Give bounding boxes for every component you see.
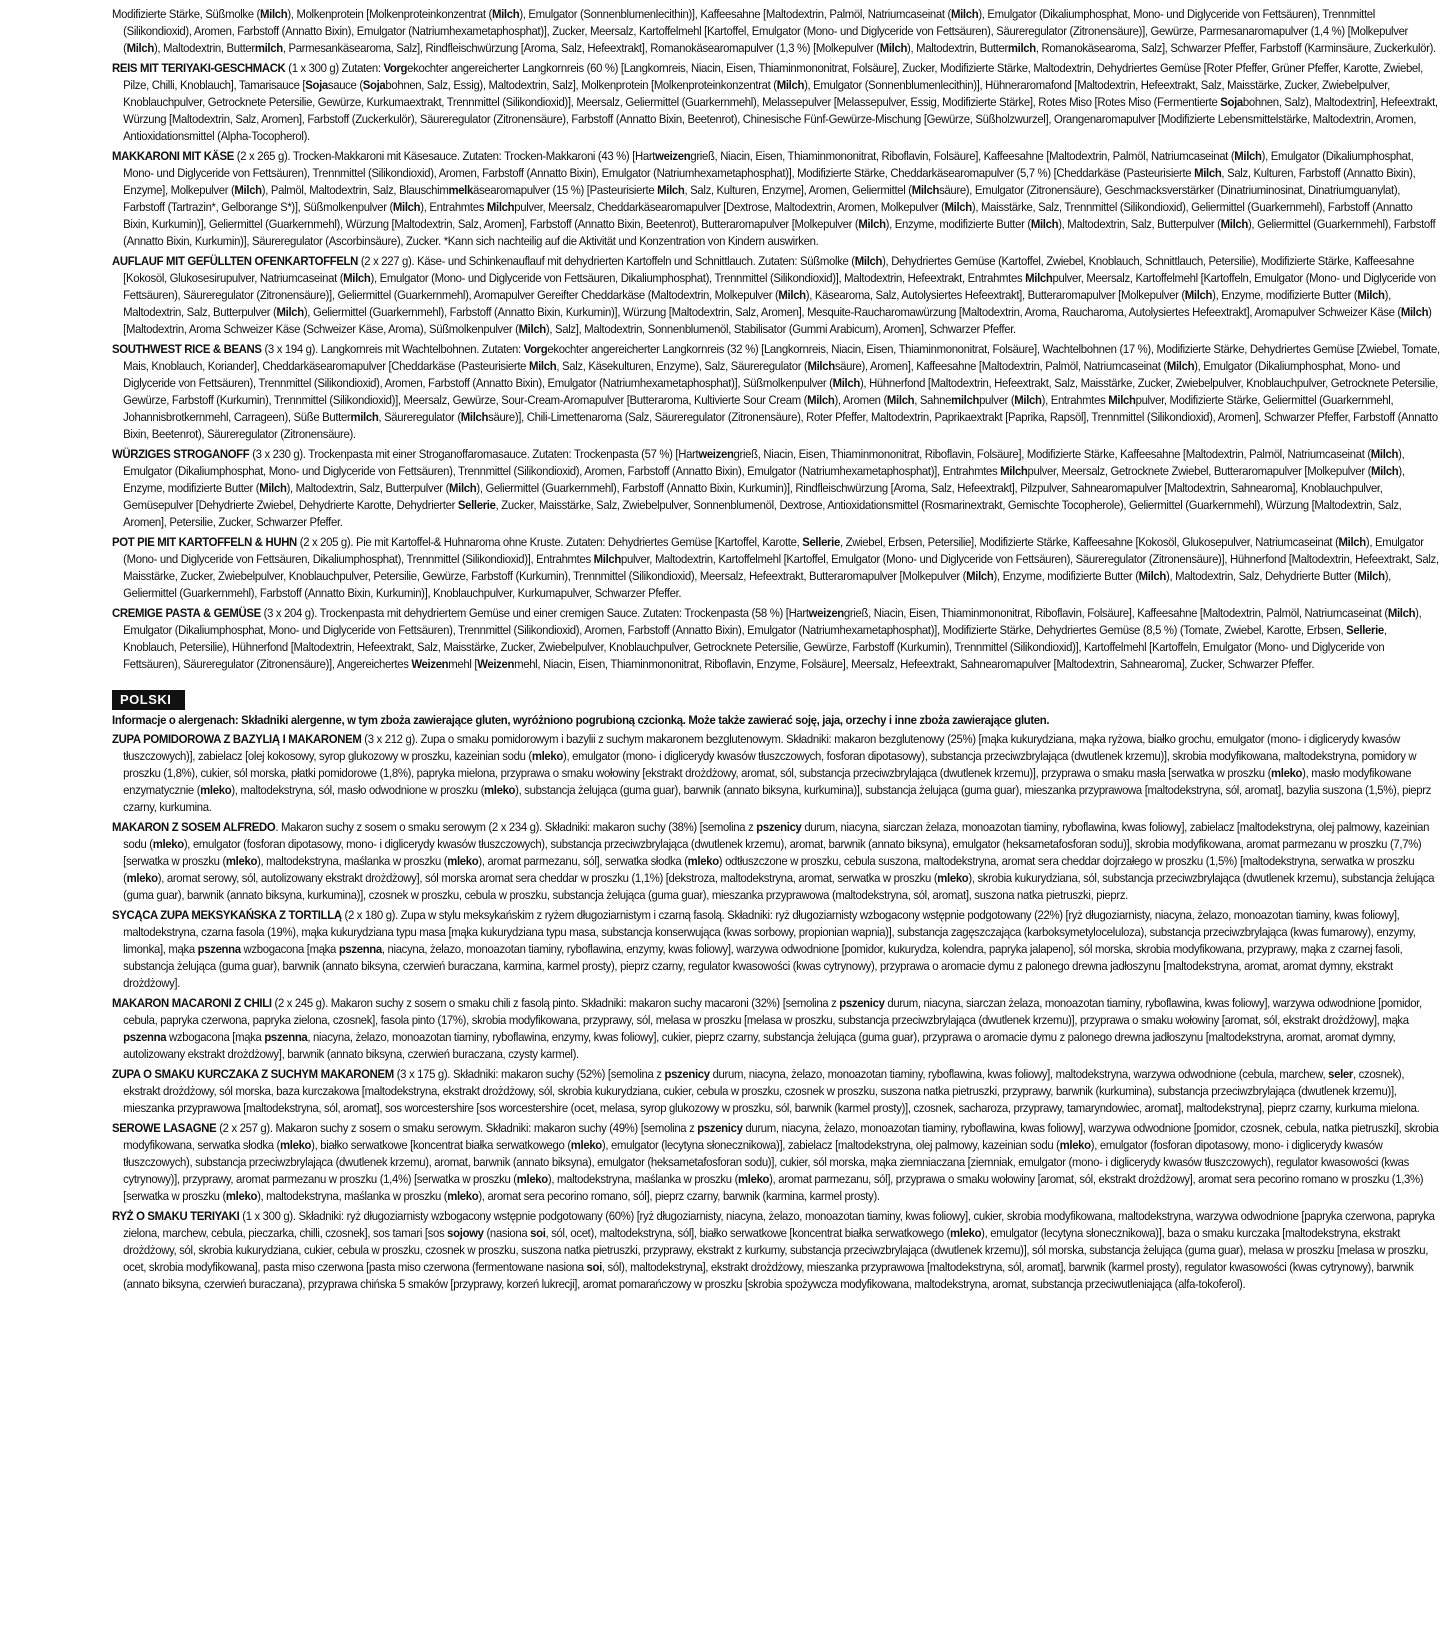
allergen-highlight: pszenna (338, 942, 382, 956)
product-name: POT PIE MIT KARTOFFELN & HUHN (112, 535, 297, 549)
ingredient-text: ), Dehydriertes Gemüse (Kartoffel, Zwiebel, Knoblauch, Schnittlauch, Petersilie), Modifizierte Stärke, Kaffeesahne [Kokosöl, Glukosesirupulver, Natriumcaseinat ( (123, 254, 1415, 285)
ingredient-text: ), Maltodextrin, Salz, Butterpulver ( (123, 288, 1391, 319)
allergen-highlight: mleko (225, 1189, 258, 1203)
allergen-highlight: milch (254, 41, 283, 55)
ingredient-text: , Zwiebel, Erbsen, Petersilie], Modifizierte Stärke, Kaffeesahne [Kokosöl, Glukosepulver, Natriumcaseinat ( (839, 535, 1339, 549)
product-name: RYŻ O SMAKU TERIYAKI (112, 1209, 240, 1223)
ingredient-text: mehl, Niacin, Eisen, Thiaminmononitrat, Riboflavin, Enzyme, Folsäure], Meersalz, Hefeextrakt, Sahnearomapulver [Maltodextrin, Sahnearoma], Zucker, Schwarzer Pfeffer. (514, 657, 1315, 671)
allergen-highlight: Milch (1030, 217, 1059, 231)
ingredient-text: , sól), maltodekstryna], ekstrakt drożdżowy, mieszanka przyprawowa [maltodekstryna, sól, aromat], barwnik (karmel prosty), regulator kwasowości (kwas cytrynowy), barwnik (annato biksyna, czerwień buraczana), przyprawa chińska 5 smaków [przyprawy, korzeń lukrecji], aromat pomarańczowy w proszku [skrobia spożywcza modyfikowana, maltodekstryna, aromat, substancja przeciwutleniająca (alfa-tokoferol). (123, 1260, 1414, 1291)
ingredient-text: ), emulgator (lecytyna słonecznikowa)], zabielacz [maltodekstryna, olej palmowy, kazeinian sodu ( (601, 1138, 1060, 1152)
allergen-highlight: Milch (657, 183, 685, 197)
polish-ingredients-list (112, 731, 1439, 1293)
allergen-highlight: Milch (776, 78, 805, 92)
ingredient-text: , Salz, Käsekulturen, Enzyme), Salz, Säureregulator ( (556, 359, 808, 373)
product-entry (112, 907, 1440, 992)
allergen-highlight: Milch (392, 200, 421, 214)
product-name: SEROWE LASAGNE (112, 1121, 217, 1135)
ingredient-text: äsearomapulver (15 %) [Pasteurisierte (472, 183, 658, 197)
ingredient-text: pulver ( (979, 393, 1015, 407)
ingredient-text: wzbogacona [mąka (166, 1030, 265, 1044)
ingredient-text: ), Palmöl, Maltodextrin, Salz, Blauschim (261, 183, 449, 197)
ingredient-text: ), Entrahmtes (420, 200, 487, 214)
product-entry (112, 446, 1440, 531)
ingredient-text: durum, niacyna, żelazo, monoazotan tiaminy, ryboflawina, kwas foliowy], warzywa odwodnione [pomidor, czosnek, cebula, natka pietruszki], skrobia modyfikowana, serwatka słodka ( (123, 1121, 1439, 1152)
ingredient-text: ), emulgator (lecytyna słonecznikowa)], baza o smaku kurczaka [maltodekstryna, ekstrakt drożdżowy, sól, skrobia kukurydziana, cukier, cebula w proszku, czosnek w proszku, suszona natka pietruszki, przyprawy, ekstrakt z kurkumy, substancja przeciwzbrylająca (dwutlenek krzemu)], sól morska, substancja żelująca (guma guar), melasa w proszku [melasa w proszku, ocet, skrobia modyfikowana], pasta miso czerwona [pasta miso czerwona (fermentowane nasiona (123, 1226, 1429, 1274)
allergen-highlight: Milch (1220, 217, 1248, 231)
ingredient-text: pulver, Modifizierte Stärke, Geliermittel (Guarkernmehl, Johannisbrotkernmehl, Carrageen), Süße Butter (123, 393, 1394, 424)
ingredient-text: ), Emulgator (Mono- und Diglyceride von Fettsäuren, Dikaliumphosphat), Trennmittel (Silikondioxid)], Maltodextrin, Hefeextrakt, Entrahmtes (370, 271, 1026, 285)
allergen-highlight: Milch (879, 41, 908, 55)
ingredient-text: ), Entrahmtes (1041, 393, 1109, 407)
ingredient-text: pulver, Meersalz, Cheddarkäsearomapulver [Dextrose, Maltodextrin, Aromen, Molkepulver ( (514, 200, 945, 214)
ingredient-text: ), Käsearoma, Salz, Autolysiertes Hefeextrakt], Butteraromapulver [Molkepulver ( (805, 288, 1185, 302)
ingredient-text: (3 x 175 g). Składniki: makaron suchy (52%) [semolina z (393, 1067, 665, 1081)
ingredient-text: (2 x 245 g). Makaron suchy z sosem o smaku chili z fasolą pinto. Składniki: makaron suchy macaroni (32%) [semolina z (271, 996, 840, 1010)
product-entry (112, 534, 1440, 602)
ingredient-text: ), emulgator (fosforan dipotasowy, mono- i diglicerydy kwasów tłuszczowych), substancja przeciwzbrylająca (dwutlenek krzemu), aromat, barwnik (annato biksyna), emulgator (heksametafosforan sodu)], skrobia modyfikowana, aromat parmezanu w proszku (7,7%) [serwatka w proszku ( (123, 837, 1422, 868)
ingredient-text: bohnen, Salz, Essig), Maltodextrin, Salz], Molkenprotein [Molkenproteinkonzentrat ( (385, 78, 777, 92)
allergen-highlight: soi (530, 1226, 546, 1240)
allergen-highlight: Sellerie (457, 498, 496, 512)
ingredient-text: ) odtłuszczone w proszku, cebula suszona, maltodekstryna, aromat sera cheddar dojrzałego w proszku (1,5%) [maltodekstryna, serwatka w proszku ( (123, 854, 1415, 885)
product-entry (112, 60, 1440, 145)
ingredient-text: grieß, Niacin, Eisen, Thiaminmononitrat, Riboflavin, Folsäure], Kaffeesahne [Maltodextrin, Palmöl, Natriumcaseinat ( (843, 606, 1388, 620)
ingredient-text: ), Emulgator (Dikaliumphosphat, Mono- und Diglyceride von Fettsäuren), Trennmittel (Silikondioxid), Aromen, Farbstoff (Annatto Bixin), Emulgator (Natriumhexametaphosphat)], Entrahmtes (123, 447, 1405, 478)
ingredient-text: ), Enzyme, modifizierte Butter ( (1212, 288, 1358, 302)
ingredient-text: ), Emulgator (Dikaliumphosphat, Mono- und Diglyceride von Fettsäuren), Trennmittel (Silikondioxid), Aromen, Farbstoff (Annatto Bixin), Emulgator (Natriumhexametaphosphat)], Modifizierte Stärke, Dehydriertes Gemüse (8,5 %) (Tomate, Zwiebel, Karotte, Erbsen, (123, 606, 1422, 637)
ingredient-text: ), maltodekstryna, sól, masło odwodnione w proszku ( (231, 783, 485, 797)
ingredient-text: pulver, Maltodextrin, Kartoffelmehl [Kartoffel, Emulgator (Mono- und Diglyceride von Fettsäuren), Säureregulator (Zitronensäure)], Hühnerfond [Maltodextrin, Hefeextrakt, Salz, Maisstärke, Zucker, Zwiebelpulver, Knoblauchpulver, Petersilie, Gewürze, Farbstoff (Kurkumin), Trennmittel (Silikondioxid), Meersalz, Hefeextrakt, Butteraromapulver [Molkepulver ( (123, 552, 1439, 583)
ingredient-text: ), maltodekstryna, maślanka w proszku ( (257, 854, 448, 868)
allergen-highlight: pszenna (123, 1030, 167, 1044)
allergen-highlight: milch (1007, 41, 1036, 55)
allergen-highlight: Milch (886, 393, 915, 407)
product-entry (112, 253, 1440, 338)
allergen-highlight: Milch (343, 271, 371, 285)
allergen-highlight: Milch (944, 200, 972, 214)
ingredient-text: ), Emulgator (Mono- und Diglyceride von Fettsäuren, Dikaliumphosphat), Trennmittel (Silikondioxid)], Entrahmtes (123, 535, 1424, 566)
ingredient-text: ekochter angereicherter Langkornreis (60 %) [Langkornreis, Niacin, Eisen, Thiaminmononitrat, Folsäure], Zucker, Modifizierte Stärke, Maltodextrin, Dehydriertes Gemüse [Roter Pfeffer, Grüner Pfeffer, Karotte, Zwiebel, Pilze, Chilli, Knoblauch], Tamarisauce [ (123, 61, 1423, 92)
allergen-highlight: Soja (1220, 95, 1243, 109)
product-name: AUFLAUF MIT GEFÜLLTEN OFENKARTOFFELN (112, 254, 359, 268)
ingredient-text: ), skrobia kukurydziana, sól, substancja przeciwzbrylająca (dwutlenek krzemu), substancja żelująca (guma guar), barwnik (annato biksyna, kurkumina)], czosnek w proszku, cebula w proszku, substancja żelująca (guma guar), mieszanka przyprawowa (maltodekstryna, sól, aromat], suszona natka pietruszki, pieprz. (123, 871, 1435, 902)
ingredient-text: , Romanokäsearoma, Salz], Schwarzer Pfeffer, Farbstoff (Karminsäure, Zuckerkulör). (1035, 41, 1436, 55)
allergen-highlight: Milch (1138, 569, 1166, 583)
allergen-highlight: Weizen (411, 657, 449, 671)
allergen-highlight: Vorg (383, 61, 408, 75)
allergen-highlight: mleko (531, 749, 563, 763)
ingredient-text: , niacyna, żelazo, monoazotan tiaminy, ryboflawina, enzymy, kwas foliowy], cukier, pieprz czarny, substancja żelująca (guma guar), przyprawa o aromacie dymu z palonego drewna jadłoszynu [maltodekstryna, aromat, aromat dymny, autolizowany ekstrakt drożdżowy], barwnik (annato biksyna, czerwień buraczana, czysty karmel). (123, 1030, 1396, 1061)
ingredient-text: , Salz, Kulturen, Enzyme], Aromen, Geliermittel ( (684, 183, 912, 197)
allergen-highlight: Milch (807, 393, 835, 407)
ingredient-text: ), Enzyme, modifizierte Butter ( (993, 569, 1139, 583)
ingredient-text: wzbogacona [mąka (240, 942, 339, 956)
language-badge-polski: POLSKI (112, 690, 185, 710)
ingredient-text: , Parmesankäsearoma, Salz], Rindfleischwürzung [Aroma, Salz, Hefeextrakt], Romanokäsearomapulver (1,3 %) [Molkepulver ( (282, 41, 880, 55)
ingredient-text: , sól, ocet), maltodekstryna, sól], białko serwatkowe [koncentrat białka serwatkowego ( (545, 1226, 951, 1240)
ingredient-text: ), Geliermittel (Guarkernmehl), Farbstoff (Annatto Bixin, Kurkumin)], Rindfleischwürzung [Aroma, Salz, Hefeextrakt], Pilzpulver, Sahnearomapulver [Maltodextrin, Sahnearoma], Knoblauchpulver, Gemüsepulver [Dehydrierte Zwiebel, Dehydrierte Karotte, Dehydrierter (123, 481, 1383, 512)
ingredient-text: (3 x 212 g). Zupa o smaku pomidorowym i bazylii z suchym makaronem bezglutenowym. Składniki: makaron bezglutenowy (25%) [mąka kukurydziana, mąka ryżowa, białko grochu, emulgator (mono- i diglicerydy kwasów tłuszczowych)], zabielacz [olej kokosowy, syrop glukozowy w proszku, kazeinian sodu ( (123, 732, 1400, 763)
allergen-highlight: mleko (225, 854, 258, 868)
allergen-highlight: Milch (528, 359, 557, 373)
allergen-highlight: Milch (1184, 288, 1213, 302)
ingredient-text: ), Emulgator (Dikaliumphosphat, Mono- und Diglyceride von Fettsäuren), Trennmittel (Silikondioxid), Aromen, Farbstoff (Annatto Bixin), Emulgator (Natriumhexametaphosphat)], Süßmolkenpulver ( (123, 359, 1401, 390)
allergen-highlight: soi (586, 1260, 602, 1274)
allergen-highlight: mleko (570, 1138, 602, 1152)
ingredient-text: ), Geliermittel (Guarkernmehl), Farbstoff (Annatto Bixin, Kurkumin)], Säureregulator (Ascorbinsäure), Zucker. *Kann sich nachteilig auf die Aktivität und Konzentration von Kindern auswirken. (123, 217, 1436, 248)
allergen-highlight: Weizen (477, 657, 515, 671)
allergen-highlight: mleko (516, 1172, 548, 1186)
allergen-highlight: Milch (911, 183, 940, 197)
allergen-highlight: weizen (698, 447, 734, 461)
ingredient-text: , Salz, Kulturen, Farbstoff (Annatto Bixin), Enzyme], Molkepulver ( (123, 166, 1416, 197)
section-spacer (112, 676, 1429, 690)
allergen-highlight: Milch (1166, 359, 1195, 373)
ingredient-text: säure), Aromen], Kaffeesahne [Maltodextrin, Palmöl, Natriumcaseinat ( (834, 359, 1167, 373)
allergen-highlight: pszenicy (839, 996, 885, 1010)
allergen-highlight: Vorg (523, 342, 548, 356)
ingredient-text: ), Maltodextrin, Butter (907, 41, 1008, 55)
allergen-highlight: melk (448, 183, 473, 197)
ingredient-text: ), aromat serowy, sól, autolizowany ekstrakt drożdżowy], sól morska aromat sera cheddar w proszku (1,1%) [dekstroza, maltodekstryna, aromat, serwatka w proszku ( (157, 871, 938, 885)
ingredient-text: Modifizierte Stärke, Süßmolke ( (112, 7, 261, 21)
allergen-highlight: Milch (491, 7, 520, 21)
ingredient-text: pulver, Meersalz, Kartoffelmehl [Kartoffeln, Emulgator (Mono- und Diglyceride von Fettsäuren), Säureregulator (Zitronensäure)], Geliermittel (Guarkernmehl), Aromapulver Gereifter Cheddarkäse (Maltodextrin, Molkepulver ( (123, 271, 1436, 302)
ingredient-text: durum, niacyna, siarczan żelaza, monoazotan tiaminy, ryboflawina, kwas foliowy], zabielacz [maltodekstryna, olej palmowy, kazeinian sodu ( (123, 820, 1430, 851)
ingredient-text: ), Geliermittel (Guarkernmehl), Farbstoff (Annatto Bixin, Kurkumin)], Knoblauchpulver, Kurkumapulver, Schwarzer Pfeffer. (123, 569, 1391, 600)
polish-section-header (112, 690, 1429, 712)
product-entry (112, 341, 1440, 443)
allergen-highlight: mleko (687, 854, 719, 868)
ingredient-text: (nasiona (483, 1226, 531, 1240)
allergen-highlight: Milch (1014, 393, 1042, 407)
allergen-highlight: mleko (126, 871, 158, 885)
ingredient-text: ), substancja żelująca (guma guar), barwnik (annato biksyna, kurkumina)], substancja żelująca (guma guar), mieszanka przyprawowa [maltodekstryna, sól, aromat], bazylia suszona (1,5%), pieprz czarny, kurkumina. (123, 783, 1432, 814)
product-name: ZUPA O SMAKU KURCZAKA Z SUCHYM MAKARONEM (112, 1067, 394, 1081)
ingredient-text: ), maltodekstryna, maślanka w proszku ( (257, 1189, 448, 1203)
ingredient-text: (1 x 300 g) Zutaten: (285, 61, 384, 75)
ingredient-text: ), aromat parmezanu, sól], przyprawa o smaku wołowiny [aromat, sól, ekstrakt drożdżowy], aromat sera pecorino romano w proszku (1,3%) [serwatka w proszku ( (123, 1172, 1424, 1203)
product-entry (112, 6, 1440, 57)
allergen-highlight: Milch (1194, 166, 1222, 180)
ingredient-text: ), Hühnerfond [Maltodextrin, Hefeextrakt, Salz, Maisstärke, Zucker, Zwiebelpulver, Knoblauchpulver, Getrocknete Petersilie, Gewürze, Farbstoff (Kurkumin), Trennmittel (Silikondioxid)], Meersalz, Gewürze, Sour-Cream-Aromapulver [Butteraroma, Kultivierte Sour Cream ( (123, 376, 1438, 407)
product-name: WÜRZIGES STROGANOFF (112, 447, 250, 461)
ingredient-text: pulver, Meersalz, Getrocknete Zwiebel, Butteraromapulver [Molkepulver ( (1027, 464, 1372, 478)
allergen-highlight: seler (1328, 1067, 1353, 1081)
product-entry (112, 1120, 1440, 1205)
ingredient-text: ), białko serwatkowe [koncentrat białka serwatkowego ( (311, 1138, 571, 1152)
allergen-highlight: Milch (1234, 149, 1262, 163)
product-entry (112, 995, 1440, 1063)
allergen-highlight: Milch (259, 481, 287, 495)
ingredient-text: ), emulgator (mono- i diglicerydy kwasów tłuszczowych, fosforan dipotasowy), substancja przeciwzbrylająca (dwutlenek krzemu)], skrobia modyfikowana, maltodekstryna, pomidory w proszku (1,8%), cukier, sól morska, płatki pomidorowe (1,8%), papryka mielona, przyprawa o smaku wołowiny [ekstrakt drożdżowy, aromat, sól, substancja przeciwzbrylająca (dwutlenek krzemu)], przyprawa o smaku masła [serwatka w proszku ( (123, 749, 1417, 780)
allergen-highlight: Milch (1108, 393, 1136, 407)
ingredient-text: , niacyna, żelazo, monoazotan tiaminy, ryboflawina, enzymy, kwas foliowy], warzywa odwodnione [pomidor, kukurydza, kolendra, papryka jalapeno], sól morska, skrobia modyfikowana, przyprawy, mąka z czarnej fasoli, substancja żelująca (guma guar), barwnik (annato biksyna, czerwień buraczana, karmina, karmel prosty), pieprz czarny, regulator kwasowości (kwas cytrynowy), przyprawa o aromacie dymu z palonego drewna jadłoszynu [maltodekstryna, aromat, aromat dymny, ekstrakt drożdżowy]. (123, 942, 1403, 990)
ingredient-text: (3 x 230 g). Trockenpasta mit einer Stroganoffaromasauce. Zutaten: Trockenpasta (57 %) [Hart (249, 447, 699, 461)
ingredient-text: ), Emulgator (Dikaliumphosphat, Mono- und Diglyceride von Fettsäuren), Trennmittel (Silikondioxid), Aromen, Farbstoff (Annatto Bixin), Emulgator (Natriumhexametaphosphat)], Zucker, Meersalz, Kartoffelmehl [Kartoffel, Emulgator (Mono- und Diglyceride von Fettsäuren), Säureregulator (Zitronensäure)], Gewürze, Parmesanaromapulver (1,4 %) [Molkepulver ( (123, 7, 1409, 55)
ingredient-text: grieß, Niacin, Eisen, Thiaminmononitrat, Riboflavin, Folsäure], Kaffeesahne [Maltodextrin, Palmöl, Natriumcaseinat ( (690, 149, 1235, 163)
ingredient-text: , Säureregulator ( (378, 410, 461, 424)
ingredient-text: (2 x 265 g). Trocken-Makkaroni mit Käsesauce. Zutaten: Trocken-Makkaroni (43 %) [Hart (233, 149, 656, 163)
allergen-highlight: Milch (832, 376, 860, 390)
product-name: MAKARON MACARONI Z CHILI (112, 996, 272, 1010)
allergen-highlight: mleko (937, 871, 969, 885)
allergen-highlight: Milch (1338, 535, 1366, 549)
allergen-highlight: pszenicy (664, 1067, 710, 1081)
ingredient-text: durum, niacyna, żelazo, monoazotan tiaminy, ryboflawina, kwas foliowy], maltodekstryna, warzywa odwodnione (cebula, marchew, (709, 1067, 1329, 1081)
ingredient-text: durum, niacyna, siarczan żelaza, monoazotan tiaminy, ryboflawina, kwas foliowy], warzywa odwodnione [pomidor, cebula, papryka czerwona, papryka zielona, czosnek], fasola pinto (17%), skrobia modyfikowana, przyprawy, sól, melasa w proszku [melasa w proszku, substancja przeciwzbrylająca (dwutlenek krzemu)], przyprawa o smaku wołowiny [aromat, sól, ekstrakt drożdżowy], mąka (123, 996, 1422, 1027)
ingredient-text: ), emulgator (fosforan dipotasowy, mono- i diglicerydy kwasów tłuszczowych), substancja przeciwzbrylająca (dwutlenek krzemu), aromat, barwnik (annato biksyna), emulgator (heksametafosforan sodu)], cukier, sól morska, mąka ziemniaczana [ziemniak, emulgator (mono- i diglicerydy kwasów tłuszczowych), regulator kwasowości (kwas cytrynowy)], przyprawy, aromat parmezanu w proszku (1,4%) [serwatka w proszku ( (123, 1138, 1409, 1186)
product-name: REIS MIT TERIYAKI-GESCHMACK (112, 61, 286, 75)
allergen-highlight: Milch (260, 7, 288, 21)
product-name: ZUPA POMIDOROWA Z BAZYLIĄ I MAKARONEM (112, 732, 362, 746)
allergen-highlight: mleko (152, 837, 184, 851)
ingredient-text: ), Maisstärke, Salz, Trennmittel (Silikondioxid), Geliermittel (Guarkernmehl), Farbstoff (Annatto Bixin, Kurkumin)], Geliermittel (Guarkernmehl), Würzung [Maltodextrin, Salz, Aromen], Farbstoff (Annatto Bixin, Beetenrot), Butteraromapulver [Molkepulver ( (123, 200, 1413, 231)
ingredient-text: mehl [ (448, 657, 478, 671)
allergen-highlight: mleko (1271, 766, 1303, 780)
ingredient-text: ), aromat sera pecorino romano, sól], pieprz czarny, barwnik (karmina, karmel prosty). (478, 1189, 880, 1203)
allergen-highlight: Milch (858, 217, 886, 231)
ingredient-text: ), Salz], Maltodextrin, Sonnenblumenöl, Stabilisator (Gummi Arabicum), Aromen], Schwarzer Pfeffer. (545, 322, 1016, 336)
ingredient-text: (2 x 227 g). Käse- und Schinkenauflauf mit dehydrierten Kartoffeln und Schnittlauch. Zutaten: Süßmolke ( (358, 254, 855, 268)
ingredient-text: grieß, Niacin, Eisen, Thiaminmononitrat, Riboflavin, Folsäure], Modifizierte Stärke, Kaffeesahne [Maltodextrin, Palmöl, Natriumcaseinat ( (733, 447, 1371, 461)
allergen-highlight: Milch (460, 410, 489, 424)
ingredient-text: ), masło modyfikowane enzymatycznie ( (123, 766, 1412, 797)
allergen-highlight: mleko (280, 1138, 312, 1152)
allergen-highlight: mleko (447, 854, 479, 868)
ingredient-text: ), Maltodextrin, Salz, Dehydrierte Butter ( (1165, 569, 1358, 583)
ingredient-text: sauce ( (327, 78, 363, 92)
allergen-highlight: pszenicy (756, 820, 802, 834)
ingredient-text: ), Maltodextrin, Salz, Butterpulver ( (286, 481, 450, 495)
allergen-highlight: Milch (778, 288, 806, 302)
allergen-highlight: Milch (1387, 606, 1416, 620)
ingredient-text: ), Emulgator (Sonnenblumenlecithin)], Hühneraromafond [Maltodextrin, Hefeextrakt, Salz, Maisstärke, Zucker, Zwiebelpulver, Knoblauchpulver, Getrocknete Petersilie, Gewürze, Kurkumaextrakt, Trennmittel (Silikondioxid)], Meersalz, Geliermittel (Guarkernmehl), Melassepulver [Melassepulver, Essig, Modifizierte Stärke], Rotes Miso [Rotes Miso (Fermentierte (123, 78, 1390, 109)
allergen-highlight: weizen (655, 149, 691, 163)
allergen-highlight: Milch (276, 305, 304, 319)
allergen-highlight: Milch (593, 552, 622, 566)
allergen-highlight: Sellerie (802, 535, 840, 549)
allergen-highlight: Milch (486, 200, 515, 214)
allergen-highlight: Soja (305, 78, 328, 92)
allergen-highlight: milch (350, 410, 379, 424)
allergen-highlight: mleko (484, 783, 516, 797)
allergen-highlight: Milch (1400, 305, 1429, 319)
ingredient-text: ), Geliermittel (Guarkernmehl), Farbstoff (Annatto Bixin, Kurkumin)], Würzung [Maltodextrin, Salz, Aromen], Mesquite-Raucharomawürzung [Maltodextrin, Aroma, Raucharoma, Autolysiertes Hefeextrakt], Aromapulver Schweizer Käse ( (303, 305, 1401, 319)
ingredient-text: , czosnek), ekstrakt drożdżowy, sól morska, baza kurczakowa [maltodekstryna, ekstrakt drożdżowy, sól, skrobia kukurydziana, cukier, cebula w proszku, czosnek w proszku, suszona natka pietruszki, przyprawy, barwnik (kurkumina), substancja przeciwzbrylająca (dwutlenek krzemu)], mieszanka przyprawowa [maltodekstryna, sól, aromat], sos worcestershire [sos worcestershire (ocet, melasa, syrop glukozowy w proszku, sól, barwnik (karmel prosty)], czosnek, sacharoza, przyprawy, tamaryndowiec, aromat], maltodekstryna], pieprz czarny, kurkuma mielona. (123, 1067, 1420, 1115)
allergen-highlight: milch (951, 393, 980, 407)
allergen-highlight: Milch (1000, 464, 1028, 478)
allergen-highlight: Milch (854, 254, 883, 268)
product-entry (112, 148, 1440, 250)
allergen-highlight: sojowy (447, 1226, 484, 1240)
ingredient-text: , Sahne (914, 393, 952, 407)
ingredient-text: (3 x 204 g). Trockenpasta mit dehydriertem Gemüse und einer cremigen Sauce. Zutaten: Trockenpasta (58 %) [Hart (260, 606, 809, 620)
allergen-highlight: Milch (1357, 569, 1385, 583)
allergen-highlight: mleko (200, 783, 232, 797)
allergen-highlight: pszenicy (697, 1121, 743, 1135)
ingredient-text: säure), Emulgator (Zitronensäure), Geschmacksverstärker (Dinatriuminosinat, Dinatriumguanylat), Farbstoff (Tartrazin*, Gelborange S*)], Süßmolkenpulver ( (123, 183, 1401, 214)
ingredient-text: ), Maltodextrin, Salz, Butterpulver ( (1058, 217, 1221, 231)
allergen-highlight: pszenna (197, 942, 241, 956)
ingredient-text: (2 x 205 g). Pie mit Kartoffel-& Huhnaroma ohne Kruste. Zutaten: Dehydriertes Gemüse [Kartoffel, Karotte, (296, 535, 803, 549)
ingredient-text: ), aromat parmezanu, sól], serwatka słodka ( (478, 854, 688, 868)
ingredient-text: ), Molkenprotein [Molkenproteinkonzentrat ( (287, 7, 492, 21)
allergen-highlight: Milch (518, 322, 546, 336)
ingredient-text: , Knoblauch, Petersilie), Hühnerfond [Maltodextrin, Hefeextrakt, Salz, Maisstärke, Zucker, Zwiebelpulver, Knoblauchpulver, Getrocknete Petersilie, Gewürze, Farbstoff (Kurkumin), Trennmittel (Silikondioxid)], Kartoffelmehl [Kartoffeln, Emulgator (Mono- und Diglyceride von Fettsäuren), Säureregulator (Zitronensäure)], Angereichertes (123, 623, 1387, 671)
ingredient-text: bohnen, Salz), Maltodextrin], Hefeextrakt, Würzung [Maltodextrin, Salz, Aromen], Farbstoff (Zuckerkulör), Säureregulator (Zitronensäure), Farbstoff (Annatto Bixin, Beetenrot), Chinesische Fünf-Gewürze-Mischung [Gewürze, Süßholzwurzel], Orangenaromapulver [Modifizierte Lebensmittelstärke, Maltodextrin, Aromen, Antioxidationsmittel (Alpha-Tocopherol). (123, 95, 1438, 143)
product-entry (112, 819, 1440, 904)
ingredient-text: (3 x 194 g). Langkornreis mit Wachtelbohnen. Zutaten: (261, 342, 524, 356)
allergen-highlight: Milch (449, 481, 477, 495)
allergen-highlight: Milch (966, 569, 994, 583)
ingredient-text: (1 x 300 g). Składniki: ryż długoziarnisty wzbogacony wstępnie podgotowany (60%) [ryż długoziarnisty, niacyna, żelazo, monoazotan tiaminy, kwas foliowy], cukier, skrobia modyfikowana, maltodekstryna, warzywa odwodnione [papryka czerwona, papryka zielona, marchew, cebula, pieczarka, chilli, czosnek], sos tamari [sos (123, 1209, 1435, 1240)
ingredient-text: ekochter angereicherter Langkornreis (32 %) [Langkornreis, Niacin, Eisen, Thiaminmononitrat, Folsäure], Wachtelbohnen (17 %), Modifizierte Stärke, Dehydriertes Gemüse [Zwiebel, Tomate, Mais, Knoblauch, Koriander], Cheddarkäsearomapulver [Cheddarkäse (Pasteurisierte (123, 342, 1440, 373)
allergen-highlight: Milch (126, 41, 154, 55)
ingredient-text: ), Enzyme, modifizierte Butter ( (885, 217, 1031, 231)
allergen-highlight: Milch (1025, 271, 1053, 285)
product-name: MAKKARONI MIT KÄSE (112, 149, 234, 163)
allergen-highlight: mleko (447, 1189, 479, 1203)
ingredient-text: ), Emulgator (Dikaliumphosphat, Mono- und Diglyceride von Fettsäuren), Trennmittel (Silikondioxid), Aromen, Farbstoff (Annatto Bixin), Emulgator (Natriumhexametaphosphat)], Modifizierte Stärke, Cheddarkäsearomapulver (5,7 %) [Cheddarkäse (Pasteurisierte (123, 149, 1414, 180)
allergen-highlight: weizen (808, 606, 844, 620)
product-name: CREMIGE PASTA & GEMÜSE (112, 606, 261, 620)
product-name: MAKARON Z SOSEM ALFREDO (112, 820, 276, 834)
ingredient-text: (2 x 257 g). Makaron suchy z sosem o smaku serowym. Składniki: makaron suchy (49%) [semolina z (216, 1121, 698, 1135)
ingredient-text: , Zucker, Maisstärke, Salz, Zwiebelpulver, Sonnenblumenöl, Dextrose, Antioxidationsmittel (Rosmarinextrakt, Gemischte Tocopherole), Geliermittel (Guarkernmehl), Würzung [Maltodextrin, Salz, Aromen], Petersilie, Zucker, Schwarzer Pfeffer. (123, 498, 1402, 529)
allergen-highlight: mleko (1059, 1138, 1091, 1152)
ingredient-text: ), Emulgator (Sonnenblumenlecithin)], Kaffeesahne [Maltodextrin, Palmöl, Natriumcaseinat ( (519, 7, 951, 21)
allergen-highlight: Milch (234, 183, 262, 197)
german-ingredients-list (112, 6, 1440, 673)
ingredient-text: ), Maltodextrin, Butter (153, 41, 255, 55)
product-entry (112, 1066, 1440, 1117)
product-name: SOUTHWEST RICE & BEANS (112, 342, 262, 356)
ingredient-text: ), Enzyme, modifizierte Butter ( (123, 464, 1405, 495)
allergen-highlight: Milch (1357, 288, 1385, 302)
ingredient-text: säure)], Chili-Limettenaroma (Salz, Säureregulator (Zitronensäure), Roter Pfeffer, Maltodextrin, Paprikaextrakt [Paprika, Rapsöl], Trennmittel (Silikondioxid), Aromen], Schwarzer Pfeffer, Farbstoff (Annatto Bixin, Beetenrot), Säureregulator (Zitronensäure). (123, 410, 1438, 441)
product-entry (112, 605, 1440, 673)
allergen-highlight: mleko (950, 1226, 982, 1240)
allergen-highlight: Milch (807, 359, 835, 373)
ingredient-text: (2 x 180 g). Zupa w stylu meksykańskim z ryżem długoziarnistym i czarną fasolą. Składniki: ryż długoziarnisty wzbogacony wstępnie podgotowany (22%) [ryż długoziarnisty, niacyna, żelazo, monoazotan tiaminy, kwas foliowy], maltodekstryna, czarna fasola (19%), mąka kukurydziana typu masa [mąka kukurydziana typu masa, substancja konserwująca (kwas sorbowy, propionian wapnia)], substancja zagęszczająca (karboksymetyloceluloza), substancja przeciwzbrylająca (kwas fumarowy), enzymy, limonka], mąka (123, 908, 1416, 956)
allergen-highlight: Milch (950, 7, 979, 21)
allergen-highlight: Soja (362, 78, 386, 92)
allergen-highlight: Milch (1370, 447, 1399, 461)
ingredient-text: ), maltodekstryna, maślanka w proszku ( (547, 1172, 739, 1186)
ingredient-text: . Makaron suchy z sosem o smaku serowym (2 x 234 g). Składniki: makaron suchy (38%) [semolina z (275, 820, 757, 834)
product-entry (112, 731, 1440, 816)
product-name: SYCĄCA ZUPA MEKSYKAŃSKA Z TORTILLĄ (112, 908, 342, 922)
allergen-highlight: mleko (738, 1172, 770, 1186)
ingredient-text: ) [Maltodextrin, Aroma Schweizer Käse (Schweizer Käse, Aroma), Süßmolkenpulver ( (123, 305, 1432, 336)
allergen-note: Informacje o alergenach: Składniki alergenne, w tym zboża zawierające gluten, wyróżniono pogrubioną czcionką. Może także zawierać soję, jaja, orzechy i inne zboża zawierające gluten. (112, 713, 1050, 727)
allergen-highlight: Milch (1371, 464, 1399, 478)
allergen-highlight: Sellerie (1346, 623, 1384, 637)
allergen-highlight: pszenna (264, 1030, 308, 1044)
ingredient-text: ), Aromen ( (834, 393, 887, 407)
product-entry (112, 1208, 1440, 1293)
